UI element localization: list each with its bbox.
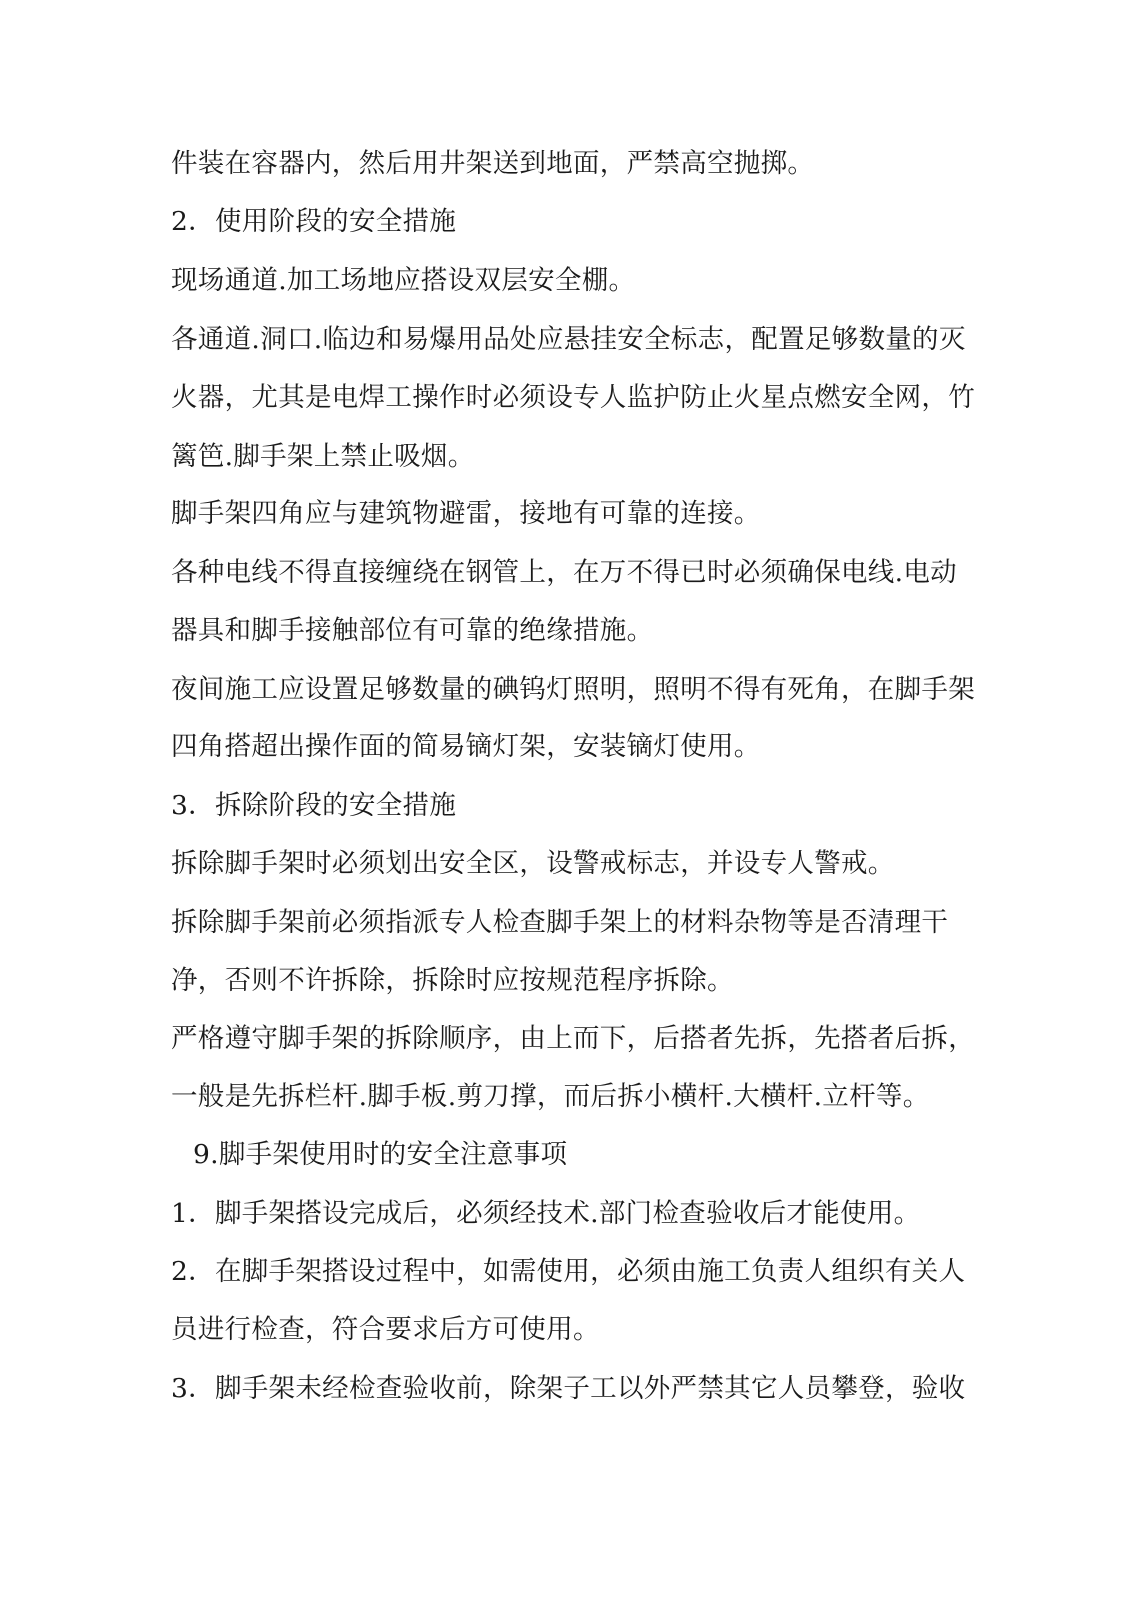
text-line: 净，否则不许拆除，拆除时应按规范程序拆除。 — [171, 965, 734, 996]
text-line: 脚手架四角应与建筑物避雷，接地有可靠的连接。 — [171, 498, 761, 529]
section-heading-scaffold-usage-notes: 9.脚手架使用时的安全注意事项 — [193, 1139, 568, 1170]
text-line: 各种电线不得直接缠绕在钢管上，在万不得已时必须确保电线.电动 — [171, 557, 957, 588]
section-heading-removal-safety: 3．拆除阶段的安全措施 — [171, 790, 457, 821]
text-line: 各通道.洞口.临边和易爆用品处应悬挂安全标志，配置足够数量的灭 — [171, 324, 966, 355]
text-line: 员进行检查，符合要求后方可使用。 — [171, 1314, 600, 1345]
text-line: 一般是先拆栏杆.脚手板.剪刀撑，而后拆小横杆.大横杆.立杆等。 — [171, 1081, 930, 1112]
text-line: 2．在脚手架搭设过程中，如需使用，必须由施工负责人组织有关人 — [171, 1256, 966, 1287]
text-line: 3．脚手架未经检查验收前，除架子工以外严禁其它人员攀登，验收 — [171, 1373, 966, 1404]
text-line: 严格遵守脚手架的拆除顺序，由上而下，后搭者先拆，先搭者后拆， — [171, 1023, 975, 1054]
text-line: 篱笆.脚手架上禁止吸烟。 — [171, 441, 475, 472]
text-line: 件装在容器内，然后用井架送到地面，严禁高空抛掷。 — [171, 148, 815, 179]
text-line: 1．脚手架搭设完成后，必须经技术.部门检查验收后才能使用。 — [171, 1198, 921, 1229]
text-line: 现场通道.加工场地应搭设双层安全棚。 — [171, 265, 636, 296]
text-line: 拆除脚手架时必须划出安全区，设警戒标志，并设专人警戒。 — [171, 848, 895, 879]
section-heading-usage-safety: 2．使用阶段的安全措施 — [171, 206, 457, 237]
text-line: 拆除脚手架前必须指派专人检查脚手架上的材料杂物等是否清理干 — [171, 907, 949, 938]
text-line: 器具和脚手接触部位有可靠的绝缘措施。 — [171, 615, 654, 646]
text-line: 四角搭超出操作面的简易镝灯架，安装镝灯使用。 — [171, 731, 761, 762]
text-line: 夜间施工应设置足够数量的碘钨灯照明，照明不得有死角，在脚手架 — [171, 674, 975, 705]
text-line: 火器，尤其是电焊工操作时必须设专人监护防止火星点燃安全网，竹 — [171, 382, 975, 413]
